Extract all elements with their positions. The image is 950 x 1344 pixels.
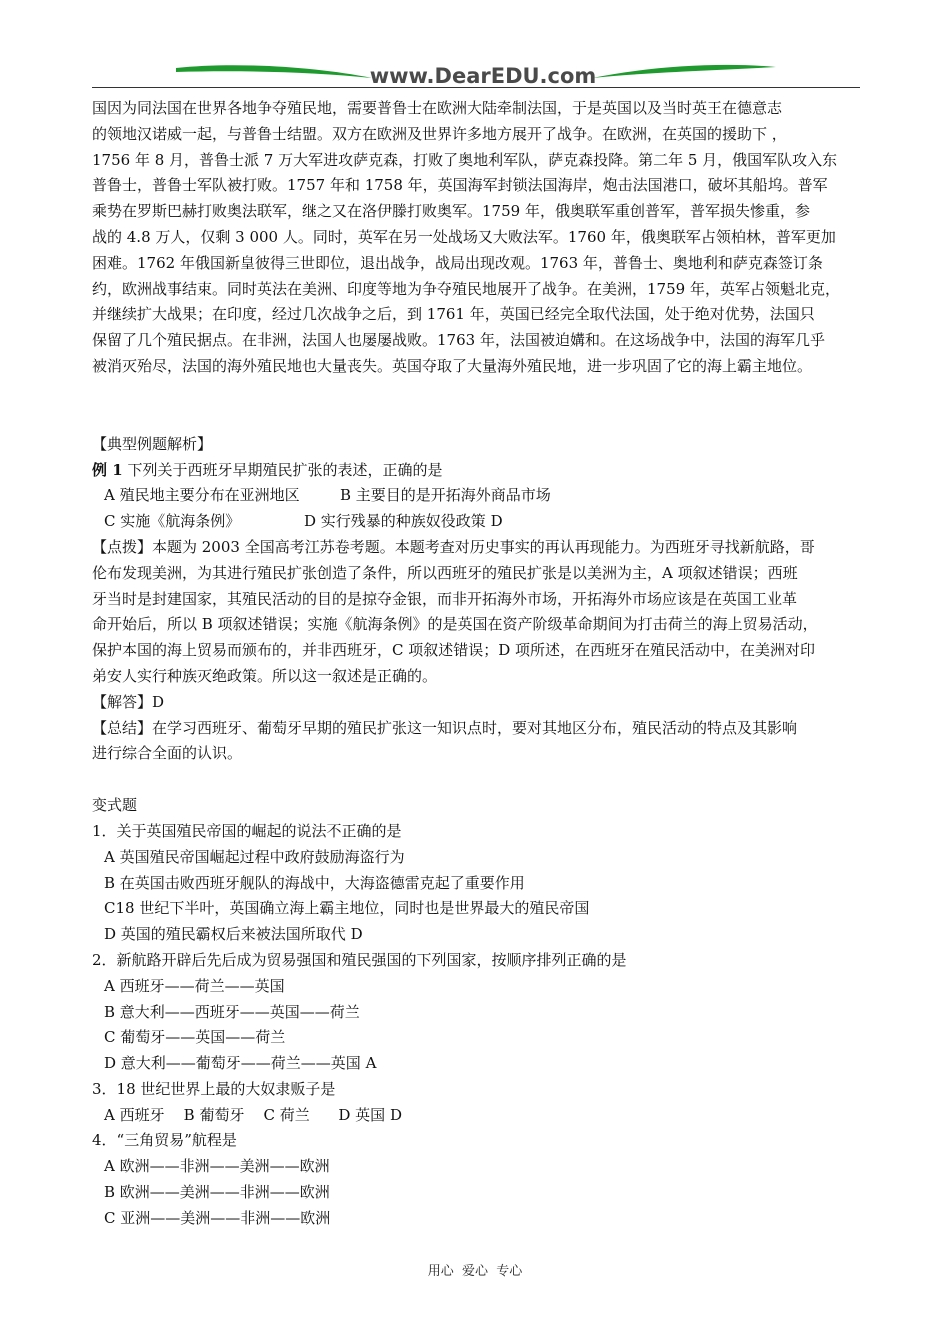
example-option-d: D 实行残暴的种族奴役政策 D bbox=[304, 512, 503, 531]
example-options-row-1 bbox=[92, 483, 862, 509]
analysis-line: 弟安人实行种族灭绝政策。所以这一叙述是正确的。 bbox=[92, 666, 438, 685]
question-options-line: A 西班牙 B 葡萄牙 C 荷兰 D 英国 D bbox=[104, 1105, 402, 1124]
intro-line: 乘势在罗斯巴赫打败奥法联军，继之又在洛伊滕打败奥军。1759 年，俄奥联军重创普军，普军损失惨重，参 bbox=[92, 202, 810, 221]
intro-line: 的领地汉诺威一起，与普鲁士结盟。双方在欧洲及世界许多地方展开了战争。在欧洲，在英国的援助下 ， bbox=[92, 124, 787, 143]
section-title: 【典型例题解析】 bbox=[92, 434, 213, 453]
example-option-b: B 主要目的是开拓海外商品市场 bbox=[340, 486, 551, 505]
intro-line: 被消灭殆尽，法国的海外殖民地也大量丧失。英国夺取了大量海外殖民地，进一步巩固了它的海上霸主地位。 bbox=[92, 356, 813, 375]
example-option-a: A 殖民地主要分布在亚洲地区 bbox=[104, 486, 300, 505]
summary-paragraph bbox=[92, 716, 862, 768]
document-body bbox=[92, 96, 862, 1232]
right-swoosh-icon bbox=[592, 65, 776, 78]
example-question bbox=[92, 458, 862, 484]
question-option: D 意大利——葡萄牙——荷兰——英国 A bbox=[104, 1054, 377, 1073]
question-3 bbox=[92, 1077, 862, 1129]
example-question-text: 下列关于西班牙早期殖民扩张的表述，正确的是 bbox=[122, 460, 443, 479]
intro-line: 普鲁士，普鲁士军队被打败。1757 年和 1758 年，英国海军封锁法国海岸，炮击法国港口，破坏其船坞。普军 bbox=[92, 176, 828, 195]
intro-line: 保留了几个殖民据点。在非洲，法国人也屡屡战败。1763 年，法国被迫媾和。在这场战争中，法国的海军几乎 bbox=[92, 331, 825, 350]
intro-line: 并继续扩大战果；在印度，经过几次战争之后，到 1761 年，英国已经完全取代法国，处于绝对优势，法国只 bbox=[92, 305, 815, 324]
question-4 bbox=[92, 1128, 862, 1231]
left-swoosh-icon bbox=[176, 65, 372, 78]
analysis-paragraph bbox=[92, 535, 862, 690]
example-option-c: C 实施《航海条例》 bbox=[104, 512, 241, 531]
question-option: A 西班牙——荷兰——英国 bbox=[104, 976, 285, 995]
question-option: D 英国的殖民霸权后来被法国所取代 D bbox=[104, 925, 363, 944]
swoosh-logo-graphic bbox=[92, 58, 860, 90]
intro-line: 1756 年 8 月，普鲁士派 7 万大军进攻萨克森，打败了奥地利军队，萨克森投降。第二年 5 月，俄国军队攻入东 bbox=[92, 150, 838, 169]
analysis-line: 保护本国的海上贸易而颁布的，并非西班牙，C 项叙述错误；D 项所述，在西班牙在殖民活动中，在美洲对印 bbox=[92, 641, 816, 660]
site-header-logo bbox=[92, 58, 860, 90]
question-option: A 英国殖民帝国崛起过程中政府鼓励海盗行为 bbox=[104, 847, 405, 866]
question-option: B 欧洲——美洲——非洲——欧洲 bbox=[104, 1183, 330, 1202]
variants-title: 变式题 bbox=[92, 796, 138, 815]
example-label: 例 1 bbox=[92, 460, 123, 479]
page-footer: 用心 爱心 专心 bbox=[427, 1264, 523, 1279]
question-1 bbox=[92, 819, 862, 948]
question-stem: 3．18 世纪世界上最的大奴隶贩子是 bbox=[92, 1079, 336, 1098]
question-stem: 1．关于英国殖民帝国的崛起的说法不正确的是 bbox=[92, 821, 402, 840]
question-option: A 欧洲——非洲——美洲——欧洲 bbox=[104, 1157, 330, 1176]
intro-line: 困难。1762 年俄国新皇彼得三世即位，退出战争，战局出现改观。1763 年，普鲁士、奥地利和萨克森签订条 bbox=[92, 253, 823, 272]
analysis-line: 伦布发现美洲，为其进行殖民扩张创造了条件，所以西班牙的殖民扩张是以美洲为主，A 项叙述错误；西班 bbox=[92, 563, 798, 582]
intro-paragraph bbox=[92, 96, 862, 380]
question-stem: 2．新航路开辟后先后成为贸易强国和殖民强国的下列国家，按顺序排列正确的是 bbox=[92, 950, 627, 969]
summary-line: 【总结】在学习西班牙、葡萄牙早期的殖民扩张这一知识点时，要对其地区分布，殖民活动的特点及其影响 bbox=[92, 718, 798, 737]
logo-text: www.DearEDU.com bbox=[369, 64, 597, 88]
answer-line: 【解答】D bbox=[92, 692, 165, 711]
question-option: C18 世纪下半叶，英国确立海上霸主地位，同时也是世界最大的殖民帝国 bbox=[104, 899, 590, 918]
question-option: B 意大利——西班牙——英国——荷兰 bbox=[104, 1002, 360, 1021]
analysis-line: 命开始后，所以 B 项叙述错误；实施《航海条例》的是英国在资产阶级革命期间为打击荷兰的海上贸易活动， bbox=[92, 615, 818, 634]
intro-line: 国因为同法国在世界各地争夺殖民地，需要普鲁士在欧洲大陆牵制法国，于是英国以及当时英王在德意志 bbox=[92, 99, 783, 117]
question-option: C 亚洲——美洲——非洲——欧洲 bbox=[104, 1208, 331, 1227]
analysis-line: 牙当时是封建国家，其殖民活动的目的是掠夺金银，而非开拓海外市场，开拓海外市场应该是在英国工业革 bbox=[92, 589, 798, 608]
summary-line: 进行综合全面的认识。 bbox=[92, 744, 243, 763]
intro-line: 战的 4.8 万人，仅剩 3 000 人。同时，英军在另一处战场又大败法军。1760 年，俄奥联军占领柏林，普军更加 bbox=[92, 227, 836, 246]
question-2 bbox=[92, 948, 862, 1077]
intro-line: 约，欧洲战事结束。同时英法在美洲、印度等地为争夺殖民地展开了战争。在美洲，1759 年，英军占领魁北克， bbox=[92, 279, 840, 298]
analysis-line: 【点拨】本题为 2003 全国高考江苏卷考题。本题考查对历史事实的再认再现能力。为西班牙寻找新航路，哥 bbox=[92, 537, 815, 556]
question-stem: 4．“三角贸易”航程是 bbox=[92, 1131, 237, 1150]
header-divider bbox=[92, 87, 860, 88]
question-option: B 在英国击败西班牙舰队的海战中，大海盗德雷克起了重要作用 bbox=[104, 873, 525, 892]
question-option: C 葡萄牙——英国——荷兰 bbox=[104, 1028, 286, 1047]
example-options-row-2 bbox=[92, 509, 862, 535]
